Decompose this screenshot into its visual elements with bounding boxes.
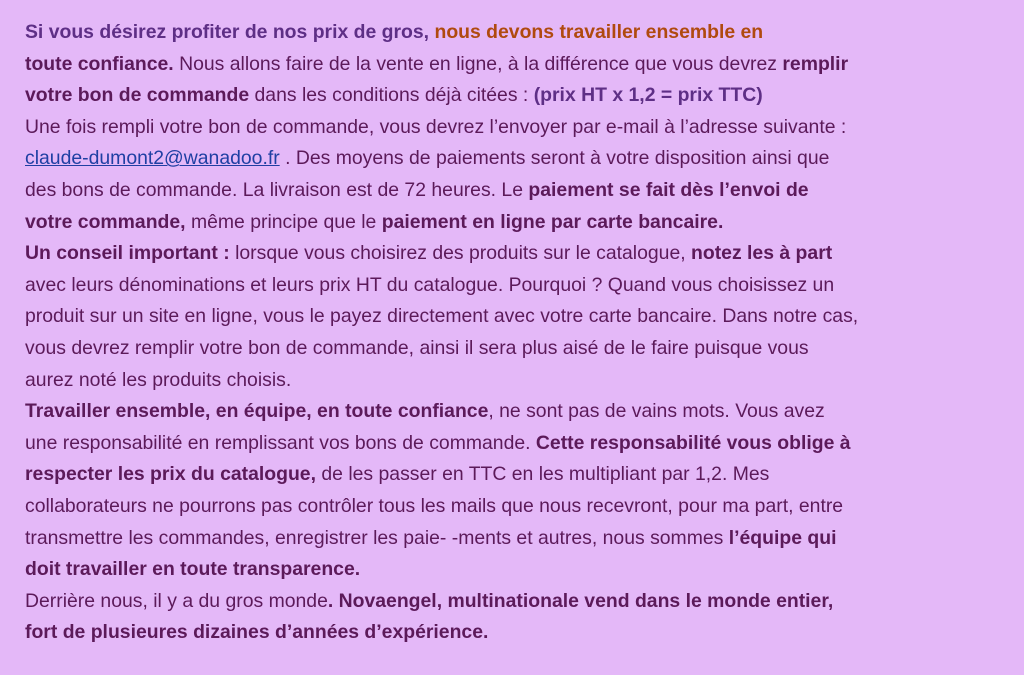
paragraph xyxy=(25,396,1010,586)
bold-text: paiement en ligne par carte bancaire. xyxy=(381,210,724,233)
text-run: . Des moyens de paiements seront à votre disposition ainsi que xyxy=(279,147,830,170)
text-run: collaborateurs ne pourrons pas contrôler tous les mails que nous recevront, pour ma part, entre xyxy=(25,494,844,517)
text-run: transmettre les commandes, enregistrer les paie- -ments et autres, nous sommes xyxy=(25,526,729,549)
text-line xyxy=(25,207,1010,239)
text-run: vous devrez remplir votre bon de commande, ainsi il sera plus aisé de le faire puisque vous xyxy=(25,336,809,359)
text-line xyxy=(25,491,1010,523)
text-line xyxy=(25,396,1010,428)
bold-text: (prix HT x 1,2 = prix TTC) xyxy=(533,84,763,107)
text-run: de les passer en TTC en les multipliant par 1,2. Mes xyxy=(315,463,770,486)
bold-text: paiement se fait dès l’envoi de xyxy=(528,178,809,201)
text-line xyxy=(25,459,1010,491)
email-link[interactable]: claude-dumont2@wanadoo.fr xyxy=(25,147,280,170)
bold-text: respecter les prix du catalogue, xyxy=(25,463,316,486)
highlight-text: nous devons travailler ensemble en xyxy=(434,21,764,43)
bold-text: . Novaengel, multinationale vend dans le monde entier, xyxy=(327,589,834,612)
bold-text: Si vous désirez profiter de nos prix de gros, xyxy=(25,21,435,43)
bold-text: fort de plusieures dizaines d’années d’expérience. xyxy=(25,621,489,644)
bold-text: votre commande, xyxy=(25,210,186,233)
document-body xyxy=(25,17,1010,649)
bold-text: l’équipe qui xyxy=(728,526,837,549)
text-run: Derrière nous, il y a du gros monde xyxy=(25,589,328,612)
text-line xyxy=(25,112,1010,144)
text-run: aurez noté les produits choisis. xyxy=(25,368,292,391)
text-run: une responsabilité en remplissant vos bons de commande. xyxy=(25,431,536,454)
bold-text: toute confiance. xyxy=(25,52,174,75)
text-run: lorsque vous choisirez des produits sur le catalogue, xyxy=(229,242,692,265)
text-line xyxy=(25,270,1010,302)
text-line xyxy=(25,49,1010,81)
text-line xyxy=(25,523,1010,555)
text-line xyxy=(25,365,1010,397)
text-line xyxy=(25,301,1010,333)
text-line xyxy=(25,17,1010,49)
text-run: Une fois rempli votre bon de commande, vous devrez l’envoyer par e-mail à l’adresse suivante : xyxy=(25,115,847,138)
text-run: dans les conditions déjà citées : xyxy=(249,84,534,107)
bold-text: doit travailler en toute transparence. xyxy=(25,558,361,581)
text-line xyxy=(25,586,1010,618)
paragraph xyxy=(25,17,1010,238)
text-line xyxy=(25,617,1010,649)
text-line xyxy=(25,80,1010,112)
text-line xyxy=(25,238,1010,270)
text-run: produit sur un site en ligne, vous le payez directement avec votre carte bancaire. Dans notre cas, xyxy=(25,305,859,328)
text-run: avec leurs dénominations et leurs prix HT du catalogue. Pourquoi ? Quand vous choisissez un xyxy=(25,273,835,296)
bold-text: votre bon de commande xyxy=(25,84,250,107)
bold-text: Un conseil important : xyxy=(25,242,230,265)
text-line xyxy=(25,428,1010,460)
text-run: même principe que le xyxy=(185,210,382,233)
bold-text: notez les à part xyxy=(691,242,833,265)
text-run: Nous allons faire de la vente en ligne, à la différence que vous devrez xyxy=(173,52,783,75)
bold-text: remplir xyxy=(782,52,849,75)
paragraph xyxy=(25,586,1010,649)
paragraph xyxy=(25,238,1010,396)
text-line xyxy=(25,143,1010,175)
text-line xyxy=(25,554,1010,586)
text-run: des bons de commande. La livraison est de 72 heures. Le xyxy=(25,178,529,201)
text-line xyxy=(25,333,1010,365)
text-line xyxy=(25,175,1010,207)
bold-text: Travailler ensemble, en équipe, en toute confiance xyxy=(25,400,489,423)
bold-text: Cette responsabilité vous oblige à xyxy=(535,431,851,454)
text-run: , ne sont pas de vains mots. Vous avez xyxy=(488,400,825,423)
